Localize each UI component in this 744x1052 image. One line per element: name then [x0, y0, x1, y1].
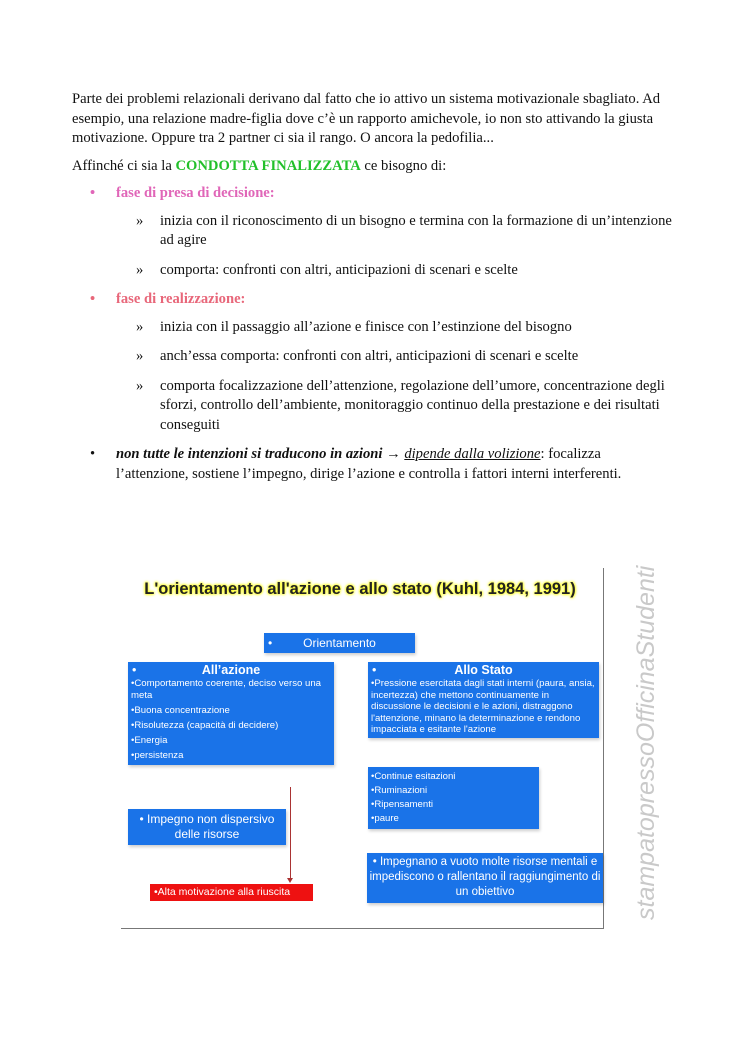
- bullet-icon: •: [372, 663, 377, 677]
- phase-decision: [72, 184, 672, 204]
- list-item: » comporta: confronti con altri, anticipazioni di scenari e scelte: [72, 261, 672, 281]
- bullet-icon: •: [90, 291, 96, 307]
- stato-list-box: •Continue esitazioni •Ruminazioni •Ripensamenti •paure: [368, 767, 539, 829]
- slide-title: L'orientamento all'azione e allo stato (Kuhl, 1984, 1991): [144, 580, 576, 598]
- document-body: [72, 90, 672, 492]
- volition-rest: : focalizza l’attenzione, sostiene l’impegno, dirige l’azione e controlla i fattori interni interferenti.: [116, 446, 622, 482]
- orientamento-box: • Orientamento: [264, 633, 415, 653]
- bullet-icon: •: [132, 663, 137, 677]
- azione-box: • All’azione •Comportamento coerente, deciso verso una meta •Buona concentrazione •Risolutezza (capacità di decidere) •Energia •persistenza: [128, 662, 334, 765]
- lead-text-end: ce bisogno di:: [360, 157, 447, 174]
- double-chevron-icon: »: [136, 261, 144, 278]
- arrow-line: [290, 787, 291, 879]
- double-chevron-icon: »: [136, 348, 144, 364]
- slide-border: [603, 568, 604, 929]
- impegnano-box: • Impegnano a vuoto molte risorse mentali e impediscono o rallentano il raggiungimento di un obiettivo: [367, 853, 603, 903]
- lead-sentence: [72, 157, 672, 177]
- list-item: » anch’essa comporta: confronti con altri, anticipazioni di scenari e scelte: [72, 347, 672, 367]
- arrow-right-icon: →: [382, 446, 405, 462]
- bullet-icon: •: [90, 446, 96, 462]
- list-item: » comporta focalizzazione dell’attenzione, regolazione dell’umore, concentrazione degli sforzi, controllo dell’ambiente, monitoraggio continuo della prestazione e dei risultati conseguiti: [136, 377, 665, 433]
- volition-underlined: dipende dalla volizione: [404, 446, 541, 462]
- arrow-down-icon: [287, 878, 293, 883]
- impegno-box: • Impegno non dispersivo delle risorse: [128, 809, 286, 845]
- slide-border: [121, 928, 604, 929]
- stato-box: • Allo Stato •Pressione esercitata dagli stati interni (paura, ansia, incertezza) che mettono continuamente in discussione le decisioni e le azioni, distraggono l'attenzione, minano la determinazione e rendono impacciata e esitante l'azione: [368, 662, 599, 738]
- bullet-icon: •: [90, 185, 96, 201]
- double-chevron-icon: »: [136, 212, 144, 229]
- bullet-icon: •: [268, 636, 273, 650]
- volition-bold: non tutte le intenzioni si traducono in azioni: [116, 446, 383, 462]
- list-item: » inizia con il riconoscimento di un bisogno e termina con la formazione di un’intenzione ad agire: [136, 212, 672, 248]
- condotta-finalizzata-highlight: CONDOTTA FINALIZZATA: [175, 157, 361, 174]
- lead-text: Affinché ci sia la: [72, 157, 176, 174]
- phase-title: fase di realizzazione:: [116, 291, 246, 307]
- list-item: » inizia con il passaggio all’azione e finisce con l’estinzione del bisogno: [72, 318, 672, 338]
- alta-motivazione-box: •Alta motivazione alla riuscita: [150, 884, 313, 901]
- double-chevron-icon: »: [136, 377, 144, 394]
- phase-realization: [72, 290, 672, 310]
- watermark: stampatopressoOfficinaStudenti: [632, 565, 660, 920]
- phase-title: fase di presa di decisione:: [116, 185, 275, 201]
- volition-item: [72, 445, 672, 484]
- double-chevron-icon: »: [136, 318, 144, 335]
- intro-paragraph: Parte dei problemi relazionali derivano dal fatto che io attivo un sistema motivazionale sbagliato. Ad esempio, una relazione madre-figlia dove c’è un rapporto amichevole, io non sto attivando la giusta motivazione. Oppure tra 2 partner ci sia il rango. O ancora la pedofilia...: [72, 91, 661, 146]
